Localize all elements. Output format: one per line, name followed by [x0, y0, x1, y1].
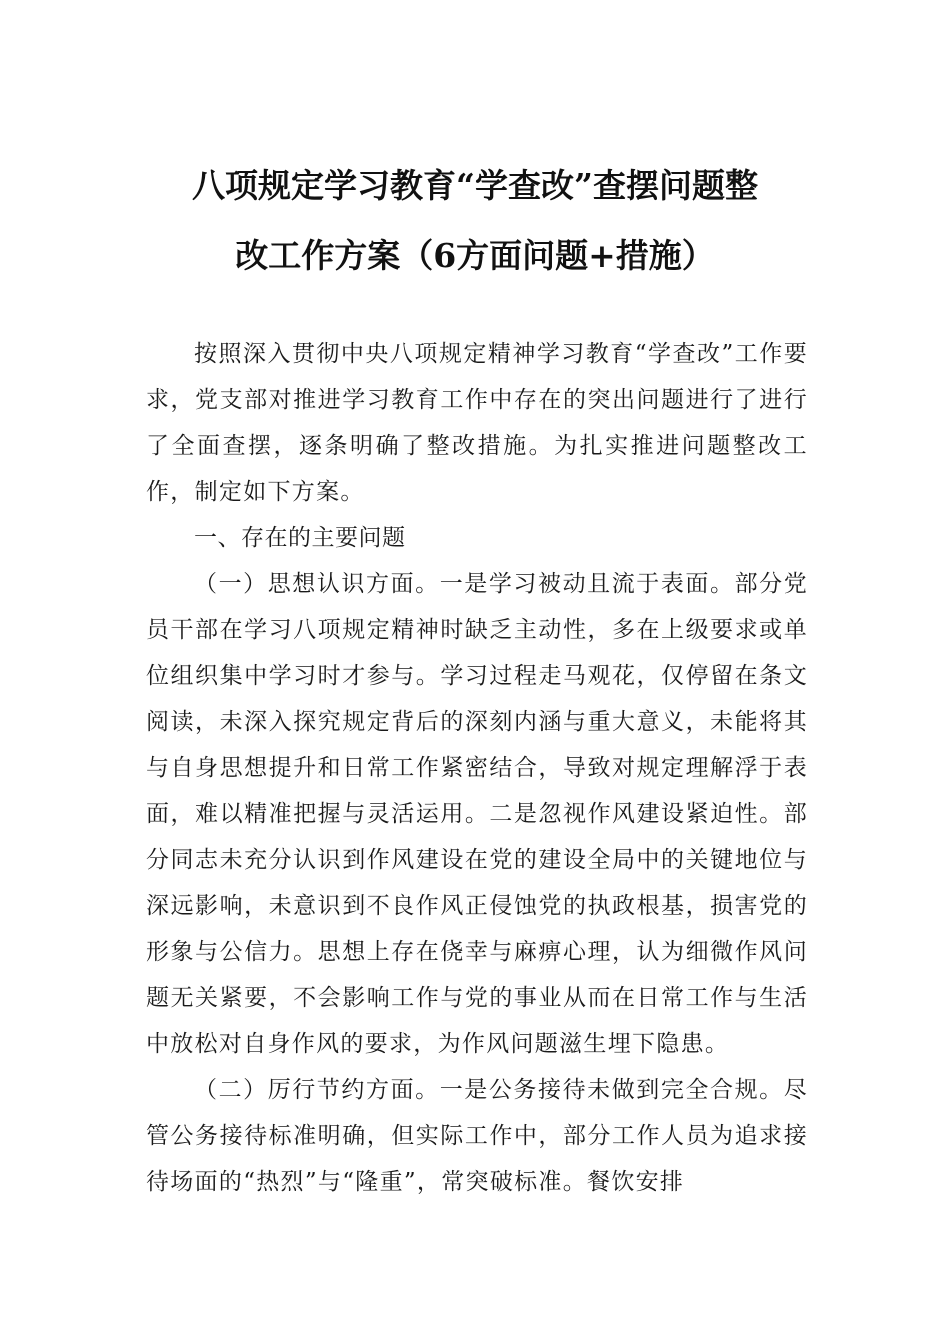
section-heading-1: 一、存在的主要问题 — [194, 525, 406, 551]
item-2-paragraph — [146, 1067, 808, 1205]
intro-paragraph: 按照深入贯彻中央八项规定精神学习教育“学查改”工作要求，党支部对推进学习教育工作中存在的突出问题进行了进行了全面查摆，逐条明确了整改措施。为扎实推进问题整改工作，制定如下方案。 — [146, 341, 808, 505]
document-title-line-2: 改工作方案（6方面问题+措施） — [235, 236, 715, 275]
document-body — [146, 331, 808, 1205]
item-2-lead: （二）厉行节约方面。 — [194, 1077, 440, 1103]
document-title-line-1: 八项规定学习教育“学查改”查摆问题整 — [192, 166, 758, 205]
item-1-lead: （一）思想认识方面。 — [194, 571, 440, 597]
item-1-paragraph — [146, 561, 808, 1067]
item-2-text: 一是公务接待未做到完全合规。尽管公务接待标准明确，但实际工作中，部分工作人员为追求接待场面的“热烈”与“隆重”，常突破标准。餐饮安排 — [146, 1077, 809, 1195]
item-1-text: 一是学习被动且流于表面。部分党员干部在学习八项规定精神时缺乏主动性，多在上级要求或单位组织集中学习时才参与。学习过程走马观花，仅停留在条文阅读，未深入探究规定背后的深刻内涵与重大意义，未能将其与自身思想提升和日常工作紧密结合，导致对规定理解浮于表面，难以精准把握与灵活运用。二是忽视作风建设紧迫性。部分同志未充分认识到作风建设在党的建设全局中的关键地位与深远影响，未意识到不良作风正侵蚀党的执政根基，损害党的形象与公信力。思想上存在侥幸与麻痹心理，认为细微作风问题无关紧要，不会影响工作与党的事业从而在日常工作与生活中放松对自身作风的要求，为作风问题滋生埋下隐患。 — [146, 571, 809, 1057]
